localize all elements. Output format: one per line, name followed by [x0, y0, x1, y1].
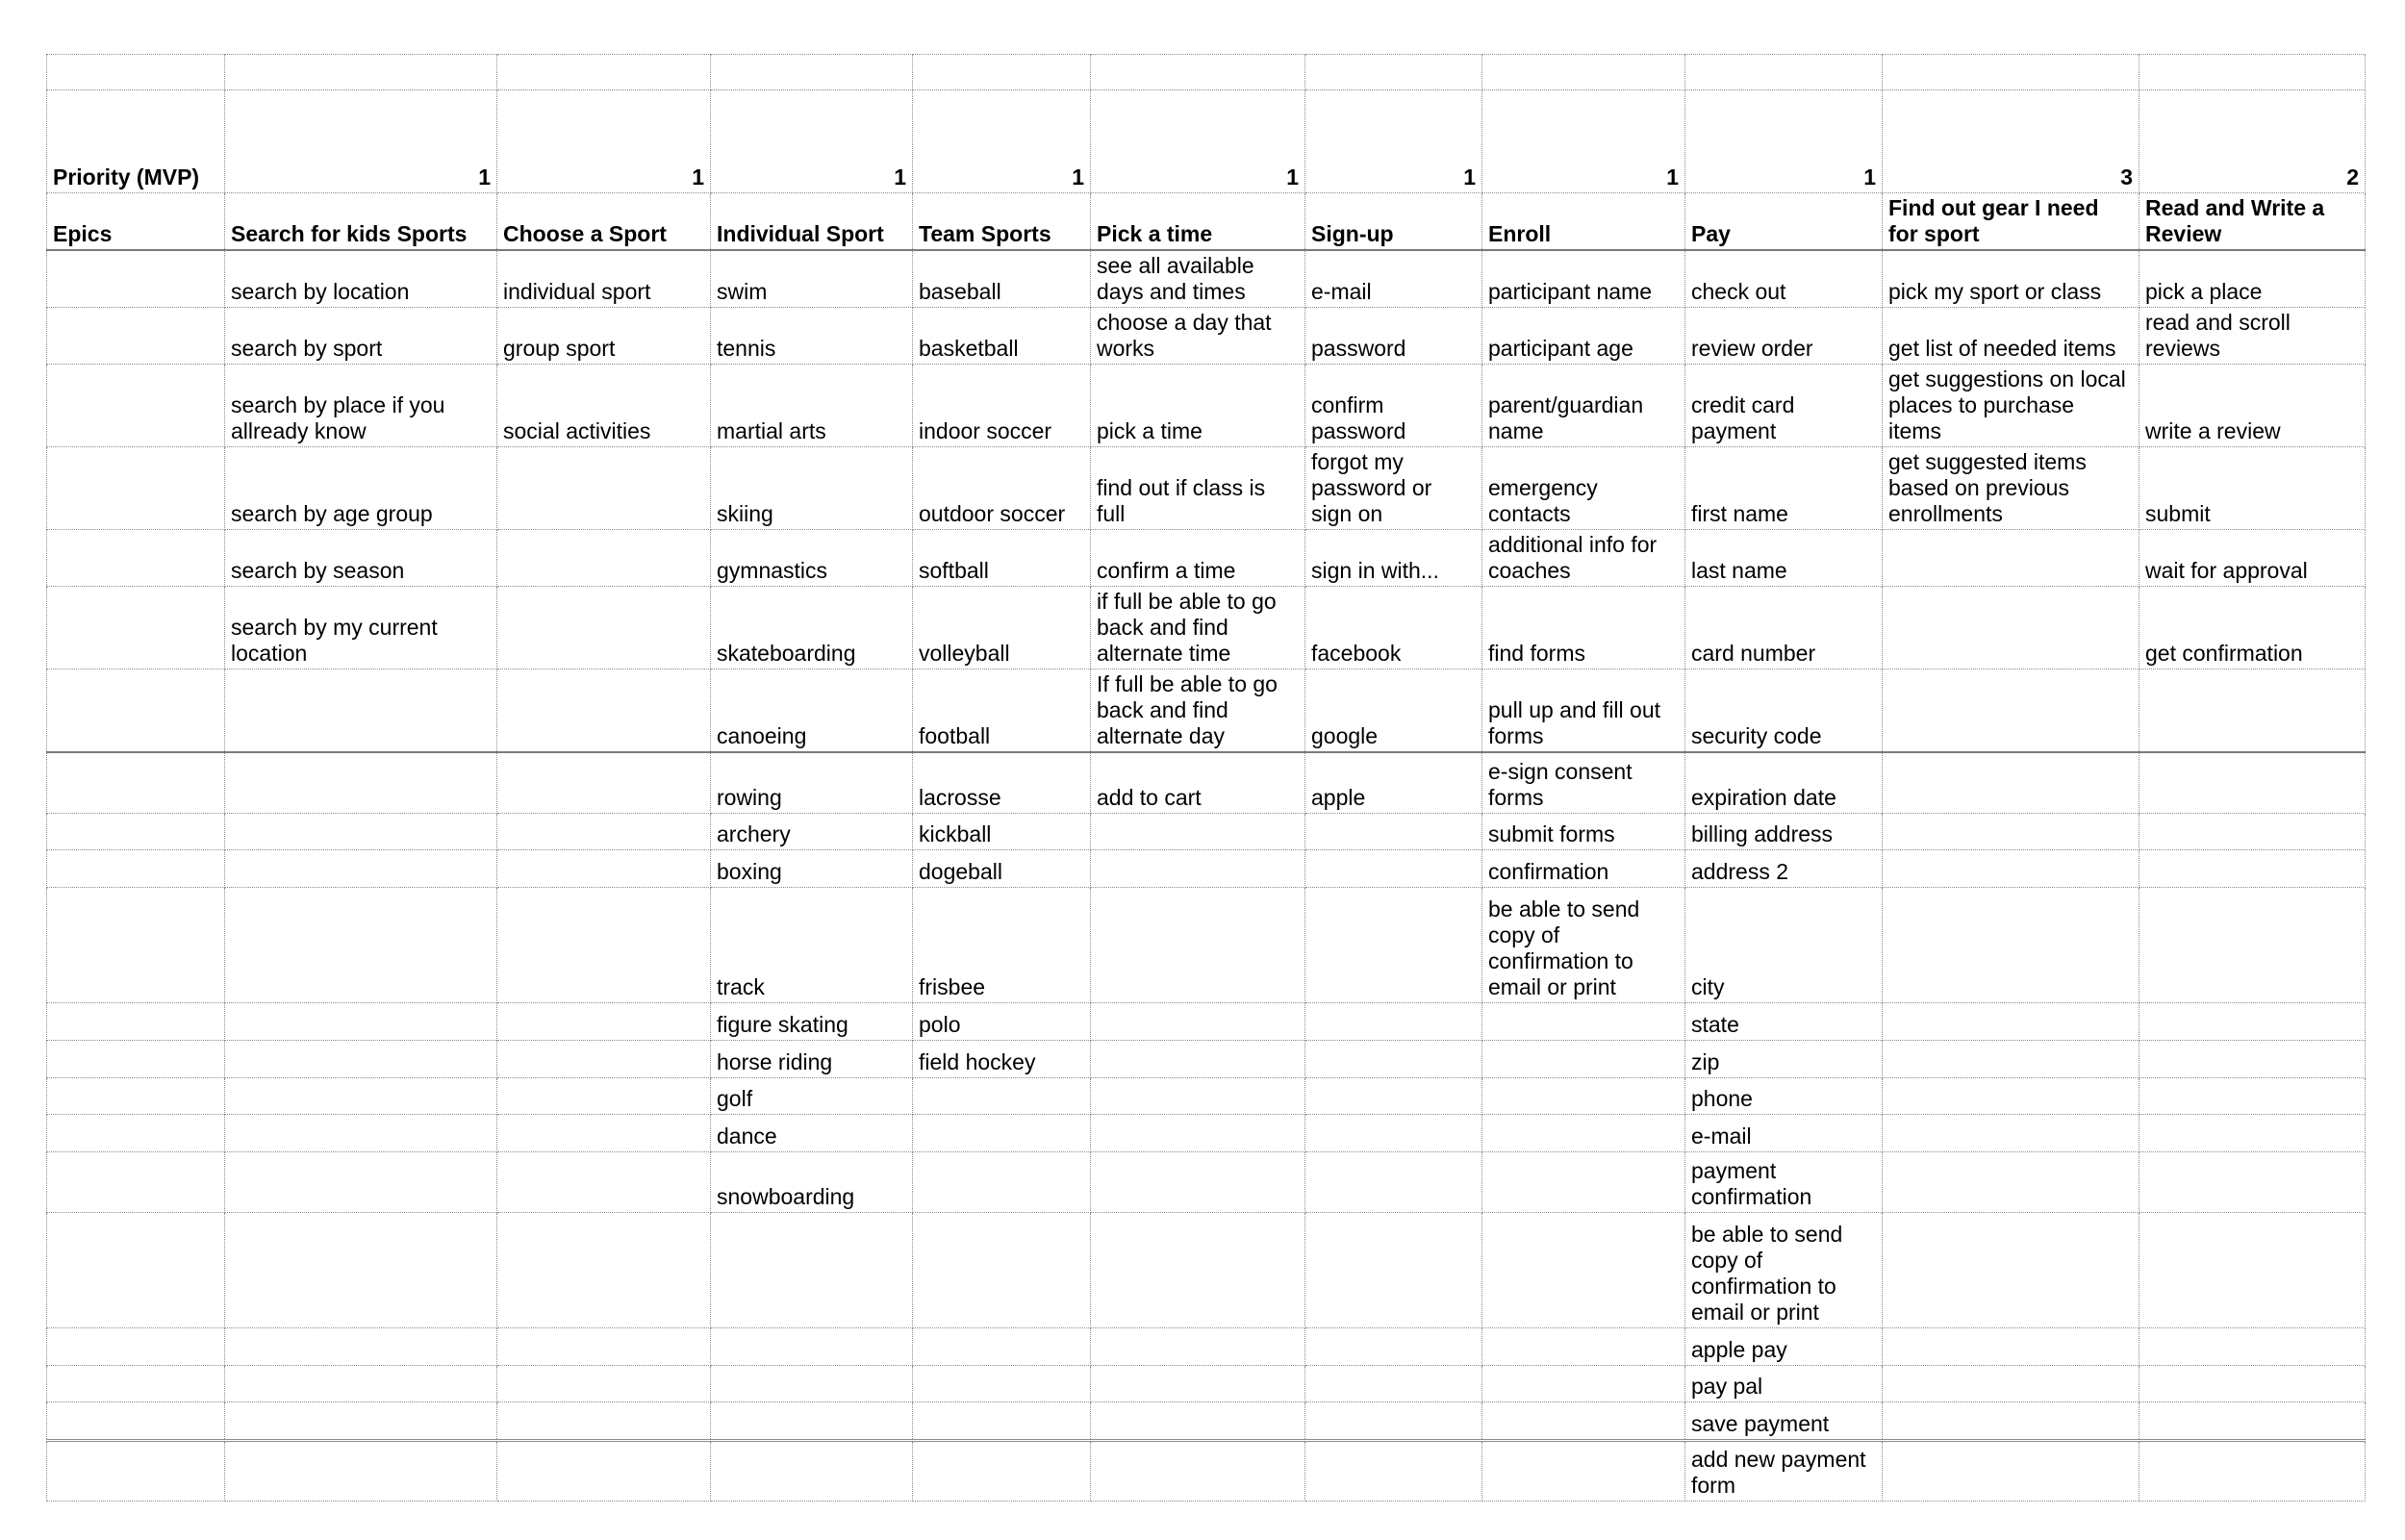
story-cell[interactable] [497, 587, 711, 669]
story-cell[interactable] [1883, 813, 2139, 849]
cell[interactable] [497, 55, 711, 90]
story-cell[interactable]: submit [2139, 447, 2366, 530]
story-cell[interactable] [1883, 1151, 2139, 1212]
story-cell[interactable] [47, 250, 225, 308]
story-cell[interactable]: pull up and fill out forms [1482, 669, 1685, 753]
story-cell[interactable]: get list of needed items [1883, 308, 2139, 365]
story-cell[interactable] [1883, 1212, 2139, 1327]
story-cell[interactable]: pay pal [1685, 1365, 1883, 1401]
story-cell[interactable] [1091, 1077, 1305, 1114]
story-cell[interactable] [497, 1212, 711, 1327]
story-cell[interactable]: read and scroll reviews [2139, 308, 2366, 365]
priority-value-cell[interactable]: 1 [1305, 90, 1482, 193]
story-cell[interactable] [1091, 1365, 1305, 1401]
story-cell[interactable] [1482, 1401, 1685, 1440]
story-cell[interactable] [47, 1401, 225, 1440]
story-cell[interactable]: get confirmation [2139, 587, 2366, 669]
story-cell[interactable]: google [1305, 669, 1482, 753]
story-cell[interactable] [2139, 813, 2366, 849]
story-cell[interactable] [1883, 1002, 2139, 1040]
story-cell[interactable]: swim [711, 250, 913, 308]
story-cell[interactable]: forgot my password or sign on [1305, 447, 1482, 530]
epic-header-cell[interactable]: Read and Write a Review [2139, 193, 2366, 251]
story-cell[interactable] [47, 669, 225, 753]
story-cell[interactable] [497, 1114, 711, 1151]
story-cell[interactable]: save payment [1685, 1401, 1883, 1440]
story-cell[interactable] [225, 849, 497, 887]
story-cell[interactable] [47, 1114, 225, 1151]
priority-value-cell[interactable]: 1 [497, 90, 711, 193]
story-cell[interactable] [1305, 1401, 1482, 1440]
story-cell[interactable] [2139, 1040, 2366, 1077]
story-cell[interactable] [497, 447, 711, 530]
story-cell[interactable]: dogeball [913, 849, 1091, 887]
story-cell[interactable] [913, 1327, 1091, 1365]
cell[interactable] [2139, 55, 2366, 90]
story-cell[interactable] [497, 1365, 711, 1401]
story-cell[interactable]: social activities [497, 365, 711, 447]
story-cell[interactable] [1883, 669, 2139, 753]
story-cell[interactable] [497, 1440, 711, 1501]
cell[interactable] [1091, 55, 1305, 90]
story-cell[interactable] [1482, 1002, 1685, 1040]
story-row [47, 752, 2366, 813]
story-cell[interactable] [1091, 849, 1305, 887]
story-cell[interactable] [1091, 1212, 1305, 1327]
story-cell[interactable] [1883, 1440, 2139, 1501]
story-row [47, 308, 2366, 365]
story-cell[interactable] [1091, 887, 1305, 1002]
story-cell[interactable]: e-sign consent forms [1482, 752, 1685, 813]
story-cell[interactable] [1305, 1151, 1482, 1212]
story-cell[interactable]: volleyball [913, 587, 1091, 669]
story-cell[interactable] [1482, 1212, 1685, 1327]
priority-label-cell[interactable]: Priority (MVP) [47, 90, 225, 193]
story-cell[interactable] [1883, 887, 2139, 1002]
story-row [47, 1365, 2366, 1401]
story-row [47, 587, 2366, 669]
story-row [47, 530, 2366, 587]
story-cell[interactable]: tennis [711, 308, 913, 365]
story-cell[interactable]: pick a time [1091, 365, 1305, 447]
story-cell[interactable] [913, 1114, 1091, 1151]
story-cell[interactable]: gymnastics [711, 530, 913, 587]
epic-header-cell[interactable]: Individual Sport [711, 193, 913, 251]
story-cell[interactable]: canoeing [711, 669, 913, 753]
story-cell[interactable]: participant name [1482, 250, 1685, 308]
story-cell[interactable] [497, 813, 711, 849]
story-cell[interactable]: indoor soccer [913, 365, 1091, 447]
story-cell[interactable]: payment confirmation [1685, 1151, 1883, 1212]
story-cell[interactable]: add to cart [1091, 752, 1305, 813]
cell[interactable] [1482, 55, 1685, 90]
epics-header-row [47, 193, 2366, 251]
story-cell[interactable]: submit forms [1482, 813, 1685, 849]
story-cell[interactable]: track [711, 887, 913, 1002]
story-cell[interactable] [1305, 1440, 1482, 1501]
story-cell[interactable] [497, 887, 711, 1002]
cell[interactable] [47, 55, 225, 90]
story-cell[interactable] [497, 1077, 711, 1114]
cell[interactable] [1883, 55, 2139, 90]
story-row [47, 1151, 2366, 1212]
story-cell[interactable] [2139, 669, 2366, 753]
story-cell[interactable]: add new payment form [1685, 1440, 1883, 1501]
story-cell[interactable] [225, 1212, 497, 1327]
story-row [47, 669, 2366, 753]
story-cell[interactable] [225, 1440, 497, 1501]
story-cell[interactable] [1091, 1440, 1305, 1501]
story-cell[interactable] [47, 308, 225, 365]
story-cell[interactable] [497, 1040, 711, 1077]
story-cell[interactable] [47, 1151, 225, 1212]
user-story-map-spreadsheet [46, 54, 2366, 1502]
story-cell[interactable]: write a review [2139, 365, 2366, 447]
story-cell[interactable]: additional info for coaches [1482, 530, 1685, 587]
story-cell[interactable]: basketball [913, 308, 1091, 365]
story-cell[interactable] [2139, 1077, 2366, 1114]
story-row [47, 1114, 2366, 1151]
story-cell[interactable]: search by place if you allready know [225, 365, 497, 447]
story-row [47, 849, 2366, 887]
story-cell[interactable]: state [1685, 1002, 1883, 1040]
story-cell[interactable]: participant age [1482, 308, 1685, 365]
story-cell[interactable] [47, 887, 225, 1002]
story-cell[interactable]: password [1305, 308, 1482, 365]
story-cell[interactable] [1305, 813, 1482, 849]
story-cell[interactable] [47, 1077, 225, 1114]
story-row [47, 887, 2366, 1002]
story-cell[interactable] [225, 887, 497, 1002]
story-cell[interactable]: find forms [1482, 587, 1685, 669]
blank-row [47, 55, 2366, 90]
cell[interactable] [711, 55, 913, 90]
story-cell[interactable] [47, 1040, 225, 1077]
story-cell[interactable] [225, 1040, 497, 1077]
story-cell[interactable] [1883, 530, 2139, 587]
story-cell[interactable] [1305, 849, 1482, 887]
story-cell[interactable]: outdoor soccer [913, 447, 1091, 530]
epic-header-cell[interactable]: Find out gear I need for sport [1883, 193, 2139, 251]
priority-value-cell[interactable]: 3 [1883, 90, 2139, 193]
story-cell[interactable] [497, 530, 711, 587]
story-cell[interactable]: kickball [913, 813, 1091, 849]
story-cell[interactable]: be able to send copy of confirmation to email or print [1482, 887, 1685, 1002]
story-cell[interactable]: review order [1685, 308, 1883, 365]
story-cell[interactable]: baseball [913, 250, 1091, 308]
story-cell[interactable] [1091, 1151, 1305, 1212]
story-cell[interactable] [497, 669, 711, 753]
story-cell[interactable]: snowboarding [711, 1151, 913, 1212]
epic-header-cell[interactable]: Choose a Sport [497, 193, 711, 251]
story-cell[interactable]: pick a place [2139, 250, 2366, 308]
story-cell[interactable]: get suggestions on local places to purchase items [1883, 365, 2139, 447]
story-cell[interactable] [1305, 1077, 1482, 1114]
story-cell[interactable]: horse riding [711, 1040, 913, 1077]
story-cell[interactable]: skateboarding [711, 587, 913, 669]
story-cell[interactable]: parent/guardian name [1482, 365, 1685, 447]
story-cell[interactable] [913, 1440, 1091, 1501]
story-cell[interactable]: zip [1685, 1040, 1883, 1077]
cell[interactable] [913, 55, 1091, 90]
story-cell[interactable]: search by my current location [225, 587, 497, 669]
story-cell[interactable]: lacrosse [913, 752, 1091, 813]
story-cell[interactable] [1091, 1040, 1305, 1077]
story-cell[interactable] [1883, 587, 2139, 669]
story-cell[interactable] [1091, 1327, 1305, 1365]
story-cell[interactable] [1305, 1327, 1482, 1365]
story-cell[interactable] [2139, 1002, 2366, 1040]
story-cell[interactable] [1305, 1114, 1482, 1151]
story-cell[interactable]: individual sport [497, 250, 711, 308]
story-cell[interactable] [47, 365, 225, 447]
story-cell[interactable] [711, 1440, 913, 1501]
priority-value-cell[interactable]: 1 [1482, 90, 1685, 193]
priority-value-cell[interactable]: 1 [225, 90, 497, 193]
story-row [47, 447, 2366, 530]
story-cell[interactable] [497, 1327, 711, 1365]
story-cell[interactable] [47, 1212, 225, 1327]
story-cell[interactable]: credit card payment [1685, 365, 1883, 447]
story-row [47, 250, 2366, 308]
story-cell[interactable]: emergency contacts [1482, 447, 1685, 530]
story-cell[interactable] [1091, 1401, 1305, 1440]
story-cell[interactable]: figure skating [711, 1002, 913, 1040]
priority-value-cell[interactable]: 2 [2139, 90, 2366, 193]
story-cell[interactable] [225, 752, 497, 813]
story-cell[interactable] [2139, 1212, 2366, 1327]
story-cell[interactable] [225, 813, 497, 849]
story-cell[interactable] [497, 1002, 711, 1040]
story-cell[interactable] [2139, 752, 2366, 813]
priority-value-cell[interactable]: 1 [711, 90, 913, 193]
story-cell[interactable] [1883, 849, 2139, 887]
story-cell[interactable]: if full be able to go back and find alternate time [1091, 587, 1305, 669]
story-cell[interactable] [1482, 1365, 1685, 1401]
story-cell[interactable] [1883, 752, 2139, 813]
story-cell[interactable]: confirm password [1305, 365, 1482, 447]
story-cell[interactable] [1305, 1365, 1482, 1401]
story-cell[interactable]: choose a day that works [1091, 308, 1305, 365]
story-cell[interactable] [1883, 1327, 2139, 1365]
story-cell[interactable]: check out [1685, 250, 1883, 308]
story-cell[interactable] [913, 1077, 1091, 1114]
story-cell[interactable] [47, 1440, 225, 1501]
story-cell[interactable]: security code [1685, 669, 1883, 753]
story-cell[interactable] [1091, 1114, 1305, 1151]
story-row [47, 365, 2366, 447]
story-cell[interactable]: boxing [711, 849, 913, 887]
story-cell[interactable]: expiration date [1685, 752, 1883, 813]
story-row [47, 1401, 2366, 1440]
story-cell[interactable] [1482, 1151, 1685, 1212]
story-cell[interactable] [225, 1002, 497, 1040]
story-cell[interactable] [47, 447, 225, 530]
priority-value-cell[interactable]: 1 [1685, 90, 1883, 193]
story-cell[interactable] [913, 1151, 1091, 1212]
story-cell[interactable]: search by sport [225, 308, 497, 365]
story-cell[interactable] [1091, 813, 1305, 849]
story-cell[interactable] [1482, 1440, 1685, 1501]
story-cell[interactable]: first name [1685, 447, 1883, 530]
story-cell[interactable] [225, 1401, 497, 1440]
story-cell[interactable]: search by location [225, 250, 497, 308]
story-cell[interactable] [497, 1401, 711, 1440]
story-cell[interactable] [1305, 887, 1482, 1002]
cell[interactable] [1685, 55, 1883, 90]
story-cell[interactable]: wait for approval [2139, 530, 2366, 587]
story-cell[interactable] [2139, 1401, 2366, 1440]
story-cell[interactable]: card number [1685, 587, 1883, 669]
story-cell[interactable]: group sport [497, 308, 711, 365]
story-cell[interactable]: see all available days and times [1091, 250, 1305, 308]
story-cell[interactable] [47, 1327, 225, 1365]
story-cell[interactable]: be able to send copy of confirmation to email or print [1685, 1212, 1883, 1327]
story-cell[interactable] [913, 1401, 1091, 1440]
story-cell[interactable]: e-mail [1685, 1114, 1883, 1151]
story-cell[interactable] [2139, 1365, 2366, 1401]
story-cell[interactable]: archery [711, 813, 913, 849]
story-cell[interactable]: confirm a time [1091, 530, 1305, 587]
story-cell[interactable] [47, 587, 225, 669]
story-cell[interactable] [711, 1327, 913, 1365]
story-cell[interactable] [711, 1365, 913, 1401]
story-cell[interactable] [711, 1212, 913, 1327]
story-cell[interactable]: last name [1685, 530, 1883, 587]
story-cell[interactable]: pick my sport or class [1883, 250, 2139, 308]
story-cell[interactable] [225, 1365, 497, 1401]
epics-label-cell[interactable]: Epics [47, 193, 225, 251]
story-cell[interactable] [1482, 1327, 1685, 1365]
story-cell[interactable] [1883, 1114, 2139, 1151]
epic-header-cell[interactable]: Pick a time [1091, 193, 1305, 251]
story-cell[interactable]: polo [913, 1002, 1091, 1040]
story-cell[interactable]: apple pay [1685, 1327, 1883, 1365]
story-row [47, 1002, 2366, 1040]
story-cell[interactable] [1482, 1077, 1685, 1114]
story-cell[interactable]: If full be able to go back and find alternate day [1091, 669, 1305, 753]
story-row [47, 813, 2366, 849]
story-cell[interactable]: search by season [225, 530, 497, 587]
story-cell[interactable] [47, 1002, 225, 1040]
story-row [47, 1212, 2366, 1327]
story-cell[interactable] [47, 813, 225, 849]
story-cell[interactable] [2139, 1114, 2366, 1151]
story-cell[interactable] [497, 849, 711, 887]
story-row [47, 1040, 2366, 1077]
priority-value-cell[interactable]: 1 [913, 90, 1091, 193]
story-cell[interactable]: find out if class is full [1091, 447, 1305, 530]
story-cell[interactable]: billing address [1685, 813, 1883, 849]
story-cell[interactable] [1883, 1401, 2139, 1440]
story-cell[interactable] [913, 1365, 1091, 1401]
story-cell[interactable] [1883, 1077, 2139, 1114]
story-cell[interactable]: address 2 [1685, 849, 1883, 887]
story-cell[interactable] [225, 1114, 497, 1151]
priority-row [47, 90, 2366, 193]
story-cell[interactable] [2139, 1327, 2366, 1365]
story-cell[interactable]: softball [913, 530, 1091, 587]
story-cell[interactable] [2139, 1440, 2366, 1501]
story-row [47, 1327, 2366, 1365]
story-cell[interactable]: rowing [711, 752, 913, 813]
story-cell[interactable]: phone [1685, 1077, 1883, 1114]
story-cell[interactable]: sign in with... [1305, 530, 1482, 587]
story-cell[interactable]: e-mail [1305, 250, 1482, 308]
story-cell[interactable]: football [913, 669, 1091, 753]
story-cell[interactable] [2139, 849, 2366, 887]
story-cell[interactable]: field hockey [913, 1040, 1091, 1077]
story-cell[interactable]: martial arts [711, 365, 913, 447]
story-row [47, 1077, 2366, 1114]
story-cell[interactable]: facebook [1305, 587, 1482, 669]
story-cell[interactable] [47, 849, 225, 887]
story-cell[interactable] [497, 752, 711, 813]
story-row [47, 1440, 2366, 1501]
story-cell[interactable] [913, 1212, 1091, 1327]
story-cell[interactable] [47, 530, 225, 587]
story-cell[interactable] [1883, 1365, 2139, 1401]
cell[interactable] [225, 55, 497, 90]
story-cell[interactable] [2139, 1151, 2366, 1212]
story-cell[interactable]: city [1685, 887, 1883, 1002]
story-cell[interactable]: skiing [711, 447, 913, 530]
story-cell[interactable] [225, 1327, 497, 1365]
story-cell[interactable]: get suggested items based on previous enrollments [1883, 447, 2139, 530]
story-cell[interactable] [1482, 1040, 1685, 1077]
story-cell[interactable]: apple [1305, 752, 1482, 813]
story-cell[interactable] [225, 1077, 497, 1114]
priority-value-cell[interactable]: 1 [1091, 90, 1305, 193]
story-cell[interactable]: dance [711, 1114, 913, 1151]
epic-header-cell[interactable]: Pay [1685, 193, 1883, 251]
story-cell[interactable] [1305, 1040, 1482, 1077]
epic-header-cell[interactable]: Enroll [1482, 193, 1685, 251]
story-cell[interactable] [1482, 1114, 1685, 1151]
story-cell[interactable] [711, 1401, 913, 1440]
story-cell[interactable]: golf [711, 1077, 913, 1114]
story-cell[interactable] [1091, 1002, 1305, 1040]
story-cell[interactable] [225, 1151, 497, 1212]
story-cell[interactable] [47, 752, 225, 813]
story-cell[interactable] [2139, 887, 2366, 1002]
story-cell[interactable]: search by age group [225, 447, 497, 530]
epic-header-cell[interactable]: Search for kids Sports [225, 193, 497, 251]
story-cell[interactable] [47, 1365, 225, 1401]
epic-header-cell[interactable]: Team Sports [913, 193, 1091, 251]
story-cell[interactable] [1305, 1002, 1482, 1040]
epic-header-cell[interactable]: Sign-up [1305, 193, 1482, 251]
story-cell[interactable] [1883, 1040, 2139, 1077]
story-cell[interactable]: frisbee [913, 887, 1091, 1002]
cell[interactable] [1305, 55, 1482, 90]
story-cell[interactable] [497, 1151, 711, 1212]
story-cell[interactable] [225, 669, 497, 753]
story-cell[interactable] [1305, 1212, 1482, 1327]
story-cell[interactable]: confirmation [1482, 849, 1685, 887]
